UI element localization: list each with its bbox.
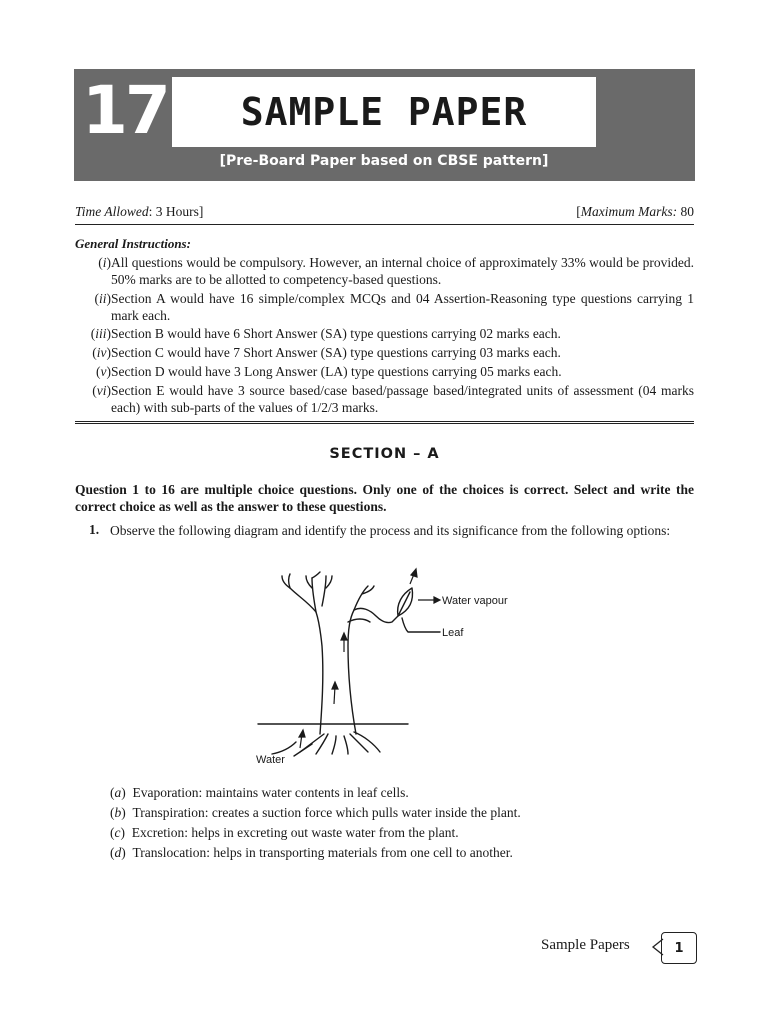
instruction-text: All questions would be compulsory. However, an internal choice of approximately 33% would be provided. 50% marks are to be allotted to competency-based questions. [111, 255, 694, 287]
root [332, 736, 336, 754]
label-water: Water [256, 754, 285, 766]
instruction-text: Section B would have 6 Short Answer (SA) type questions carrying 02 marks each. [111, 326, 561, 341]
water-vapour-pointer-head [434, 597, 440, 603]
branch [289, 574, 291, 588]
root [294, 744, 312, 756]
branch [312, 572, 320, 578]
branch [312, 578, 316, 612]
question-text: Observe the following diagram and identify the process and its significance from the following options: [110, 523, 671, 538]
instructions-heading: General Instructions: [75, 236, 191, 251]
branch [322, 576, 326, 606]
vapour-arrow-head [411, 569, 417, 577]
leaf-vein [399, 592, 410, 614]
paper-number: 17 [82, 72, 168, 149]
time-allowed [75, 204, 203, 220]
instruction-number: (vi) [92, 383, 111, 398]
maximum-marks-value: 80 [677, 204, 694, 219]
option-d: (d) Translocation: helps in transporting materials from one cell to another. [110, 845, 513, 860]
trunk-left-edge [316, 612, 323, 734]
instruction-number: (iii) [90, 326, 111, 341]
option-c: (c) Excretion: helps in excreting out waste water from the plant. [110, 825, 459, 840]
upward-flow-arrow-head [341, 633, 347, 640]
root [350, 734, 368, 752]
section-heading: SECTION – A [329, 446, 440, 462]
branch-to-leaf [354, 608, 398, 622]
instruction-number: (i) [98, 255, 111, 270]
root [344, 736, 348, 754]
water-pointer-line [272, 742, 296, 754]
question-number: 1. [89, 522, 100, 537]
section-intro: Question 1 to 16 are multiple choice questions. Only one of the choices is correct. Select and write the correct choice as well as the answer to these questions. [75, 482, 694, 514]
branch [354, 586, 368, 610]
instruction-number: (iv) [92, 345, 111, 360]
upward-flow-arrow-head [332, 682, 338, 689]
label-leaf: Leaf [442, 627, 464, 639]
leaf-pointer-line [402, 618, 440, 632]
title-box [172, 77, 596, 147]
page-subtitle: [Pre-Board Paper based on CBSE pattern] [219, 153, 549, 169]
page-number-badge: 1 [661, 932, 697, 964]
maximum-marks-label: Maximum Marks: [580, 204, 678, 219]
maximum-marks [576, 204, 694, 220]
instructions-divider [75, 421, 694, 424]
header-banner [74, 69, 695, 181]
meta-divider [75, 224, 694, 225]
instruction-text: Section C would have 7 Short Answer (SA) type questions carrying 03 marks each. [111, 345, 561, 360]
root [316, 734, 328, 754]
footer-label: Sample Papers [541, 937, 630, 953]
option-a: (a) Evaporation: maintains water contents in leaf cells. [110, 785, 409, 800]
branch [326, 576, 332, 588]
branch [306, 576, 312, 588]
option-b: (b) Transpiration: creates a suction force which pulls water inside the plant. [110, 805, 521, 820]
root-water-arrow-head [299, 730, 305, 737]
instruction-text: Section A would have 16 simple/complex MCQs and 04 Assertion-Reasoning type questions carrying 1 mark each. [111, 291, 694, 323]
maximum-marks-prefix: [ [576, 204, 581, 219]
time-allowed-label: Time Allowed [75, 204, 149, 219]
instruction-number: (v) [96, 364, 111, 379]
instruction-number: (ii) [94, 291, 111, 306]
instruction-text: Section E would have 3 source based/case based/passage based/integrated units of assessment (04 marks each) with sub-parts of the values of 1/2/3 marks. [111, 383, 694, 415]
instruction-text: Section D would have 3 Long Answer (LA) type questions carrying 05 marks each. [111, 364, 562, 379]
exam-meta-row [75, 204, 694, 220]
trunk-right-edge [348, 610, 356, 734]
branch [290, 588, 316, 612]
time-allowed-value: : 3 Hours] [148, 204, 204, 219]
label-water-vapour: Water vapour [442, 595, 508, 607]
page-title: SAMPLE PAPER [240, 90, 528, 134]
transpiration-diagram [250, 566, 520, 771]
